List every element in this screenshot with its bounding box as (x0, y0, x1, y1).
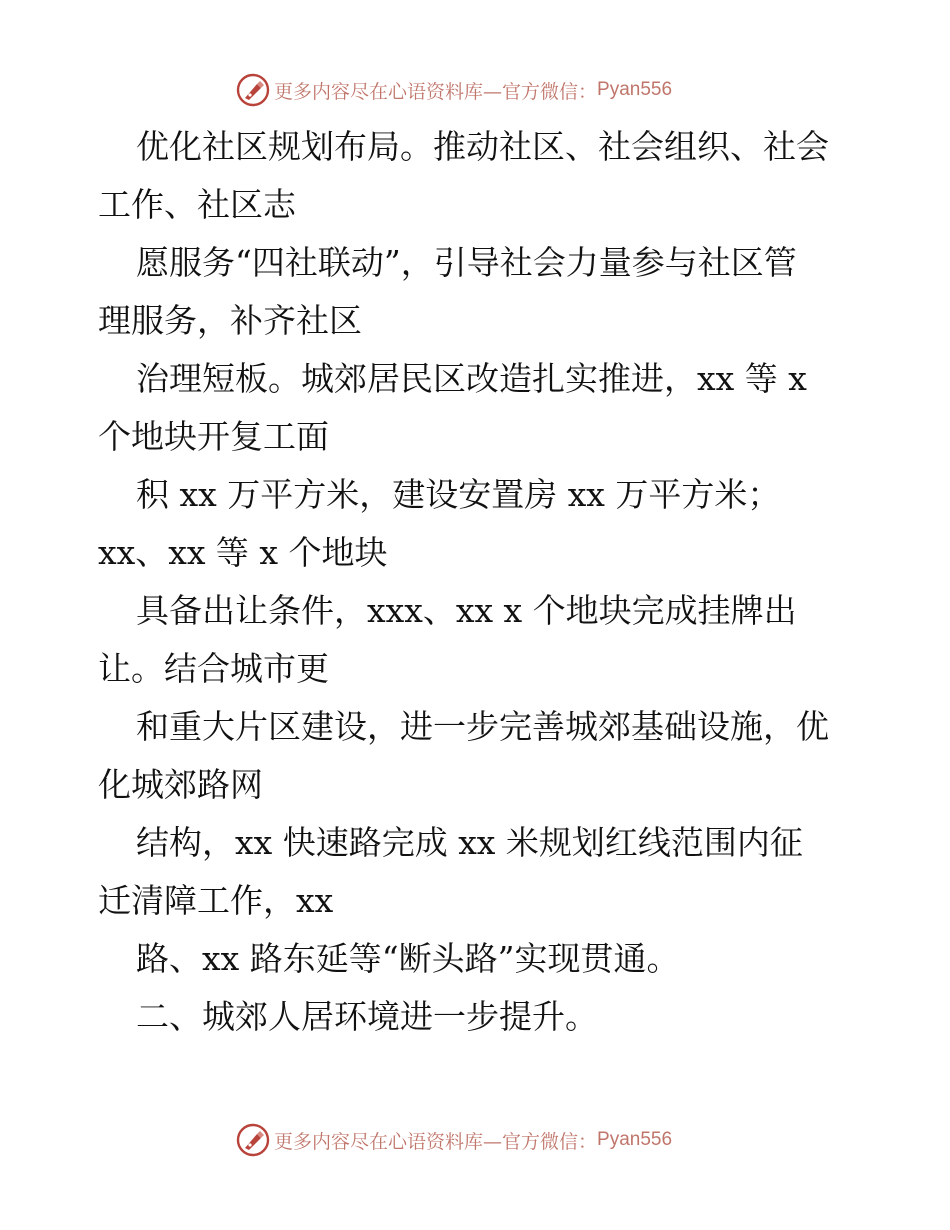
body-line: 结构，xx 快速路完成 xx 米规划红线范围内征 (136, 823, 803, 862)
body-line: 个地块开复工面 (98, 417, 329, 456)
pen-nib-logo-icon (236, 1123, 270, 1157)
body-line: 理服务，补齐社区 (98, 301, 362, 340)
body-line: 优化社区规划布局。推动社区、社会组织、社会 (136, 127, 829, 166)
body-line: 迁清障工作，xx (98, 881, 334, 920)
header-banner-id: Pyan556 (597, 79, 673, 100)
body-line: 和重大片区建设，进一步完善城郊基础设施，优 (136, 707, 829, 746)
body-line: 具备出让条件，xxx、xx x 个地块完成挂牌出 (136, 591, 797, 630)
body-line: 愿服务“四社联动”，引导社会力量参与社区管 (136, 243, 797, 282)
body-line: 化城郊路网 (98, 765, 263, 804)
body-line: 治理短板。城郊居民区改造扎实推进，xx 等 x (136, 359, 807, 398)
header-watermark-banner (236, 72, 672, 108)
section-heading: 二、城郊人居环境进一步提升。 (136, 997, 598, 1036)
body-line: 路、xx 路东延等“断头路”实现贯通。 (136, 939, 680, 978)
body-line: 工作、社区志 (98, 185, 296, 224)
body-line: 积 xx 万平方米，建设安置房 xx 万平方米； (136, 475, 781, 514)
footer-watermark-banner (236, 1122, 672, 1158)
footer-banner-id: Pyan556 (597, 1129, 673, 1150)
footer-banner-text: 更多内容尽在心语资料库—官方微信： (274, 1130, 598, 1153)
header-banner-text: 更多内容尽在心语资料库—官方微信： (274, 80, 598, 103)
body-line: 让。结合城市更 (98, 649, 329, 688)
document-body (98, 118, 858, 1046)
body-line: xx、xx 等 x 个地块 (98, 533, 388, 572)
pen-nib-logo-icon (236, 73, 270, 107)
